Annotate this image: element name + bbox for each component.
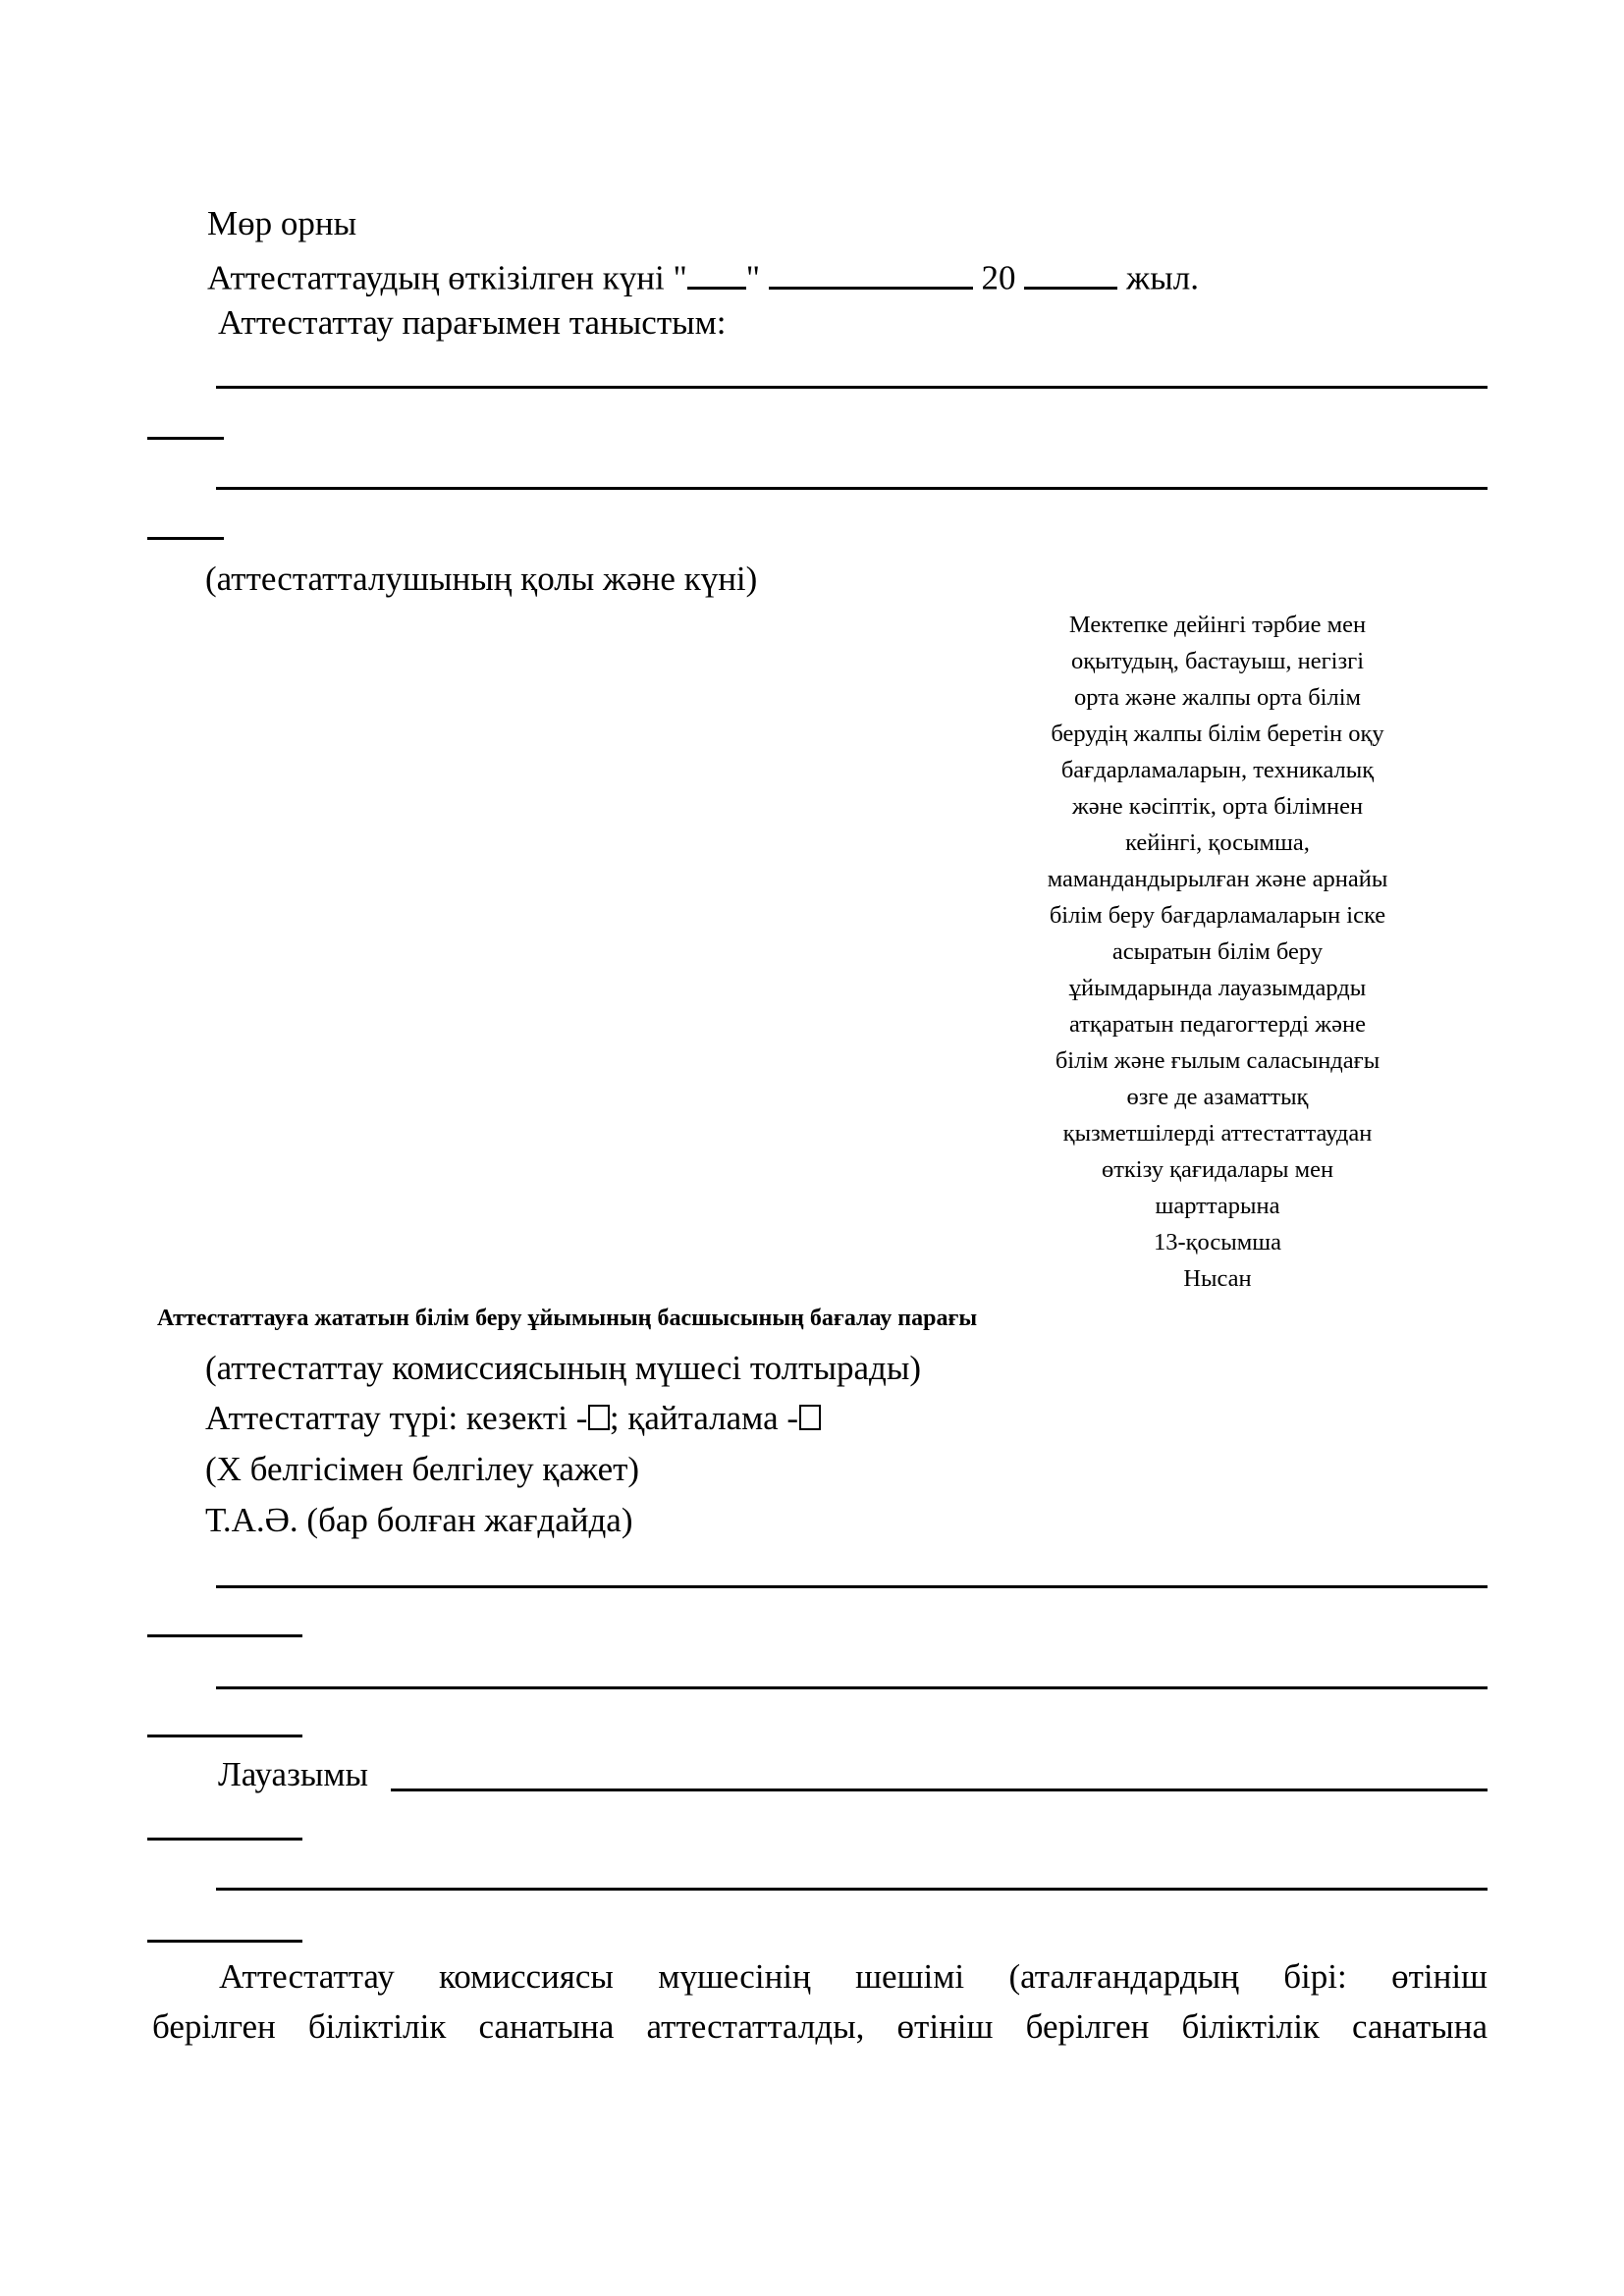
- decision-line: берілген біліктілік санатына аттестатталды, өтініш берілген біліктілік санатына: [152, 2007, 1488, 2046]
- filled-by-note: (аттестаттау комиссиясының мүшесі толтырады): [205, 1349, 921, 1387]
- appendix-note-line: атқаратын педагогтерді және: [1068, 1011, 1367, 1038]
- type-separator: ; қайталама -: [609, 1399, 799, 1437]
- regular-checkbox[interactable]: [588, 1405, 610, 1430]
- signature-line-tail: [147, 437, 224, 440]
- appendix-note: [1001, 607, 1434, 1297]
- appendix-note-line: асыратын білім беру: [1111, 938, 1324, 965]
- position-line[interactable]: [216, 1888, 1488, 1891]
- repeat-checkbox[interactable]: [799, 1405, 821, 1430]
- appendix-note-line: берудің жалпы білім беретін оқу: [1051, 721, 1384, 747]
- appendix-note-line: қызметшілерді аттестаттаудан: [1062, 1120, 1373, 1147]
- acquainted-label: Аттестаттау парағымен таныстым:: [218, 303, 727, 342]
- year-blank[interactable]: [1024, 255, 1117, 290]
- appendix-note-line: ұйымдарында лауазымдарды: [1068, 975, 1367, 1001]
- position-line[interactable]: [391, 1789, 1488, 1791]
- form-title: Аттестаттауға жататын білім беру ұйымының басшысының бағалау парағы: [157, 1306, 978, 1331]
- name-line-tail: [147, 1634, 302, 1637]
- attestation-type-row: [205, 1401, 821, 1435]
- form-label: Нысан: [1183, 1265, 1252, 1292]
- appendix-note-line: өзге де азаматтық: [1126, 1084, 1309, 1110]
- day-blank[interactable]: [687, 255, 746, 290]
- date-quote: ": [745, 258, 761, 297]
- attestation-date-line: [207, 255, 1199, 295]
- appendix-note-line: шарттарына: [1155, 1193, 1280, 1219]
- type-label: Аттестаттау түрі: кезекті -: [205, 1399, 588, 1437]
- appendix-note-line: орта және жалпы орта білім: [1073, 684, 1362, 711]
- name-label: Т.А.Ә. (бар болған жағдайда): [205, 1501, 633, 1539]
- decision-paragraph: [152, 1951, 1488, 2052]
- position-line-tail: [147, 1940, 302, 1943]
- appendix-note-line: білім және ғылым саласындағы: [1055, 1047, 1380, 1074]
- appendix-note-line: өткізу қағидалары мен: [1101, 1156, 1334, 1183]
- month-blank[interactable]: [769, 255, 973, 290]
- signature-line[interactable]: [216, 487, 1488, 490]
- mark-hint: (Х белгісімен белгілеу қажет): [205, 1450, 640, 1488]
- name-line[interactable]: [216, 1585, 1488, 1588]
- appendix-note-line: кейінгі, қосымша,: [1125, 829, 1310, 856]
- signature-line[interactable]: [216, 386, 1488, 389]
- year-prefix: 20: [981, 258, 1016, 297]
- date-prefix: Аттестаттаудың өткізілген күні ": [207, 258, 687, 297]
- name-line[interactable]: [216, 1686, 1488, 1689]
- appendix-note-line: оқытудың, бастауыш, негізгі: [1070, 648, 1365, 674]
- signature-line-tail: [147, 537, 224, 540]
- appendix-note-line: бағдарламаларын, техникалық: [1060, 757, 1375, 783]
- appendix-note-line: Мектепке дейінгі тәрбие мен: [1068, 612, 1367, 638]
- appendix-note-line: білім беру бағдарламаларын іске: [1049, 902, 1386, 929]
- stamp-place-label: Мөр орны: [207, 204, 357, 242]
- decision-line: Аттестаттау комиссиясы мүшесінің шешімі (аталғандардың бірі: өтініш: [219, 1957, 1488, 1996]
- position-line-tail: [147, 1838, 302, 1841]
- position-label: Лауазымы: [218, 1755, 369, 1793]
- appendix-number: 13-қосымша: [1153, 1229, 1281, 1255]
- name-line-tail: [147, 1735, 302, 1737]
- appendix-note-line: мамандандырылған және арнайы: [1047, 866, 1388, 892]
- signature-caption: (аттестатталушының қолы және күні): [205, 560, 758, 598]
- appendix-note-line: және кәсіптік, орта білімнен: [1071, 793, 1364, 820]
- year-suffix: жыл.: [1126, 258, 1199, 297]
